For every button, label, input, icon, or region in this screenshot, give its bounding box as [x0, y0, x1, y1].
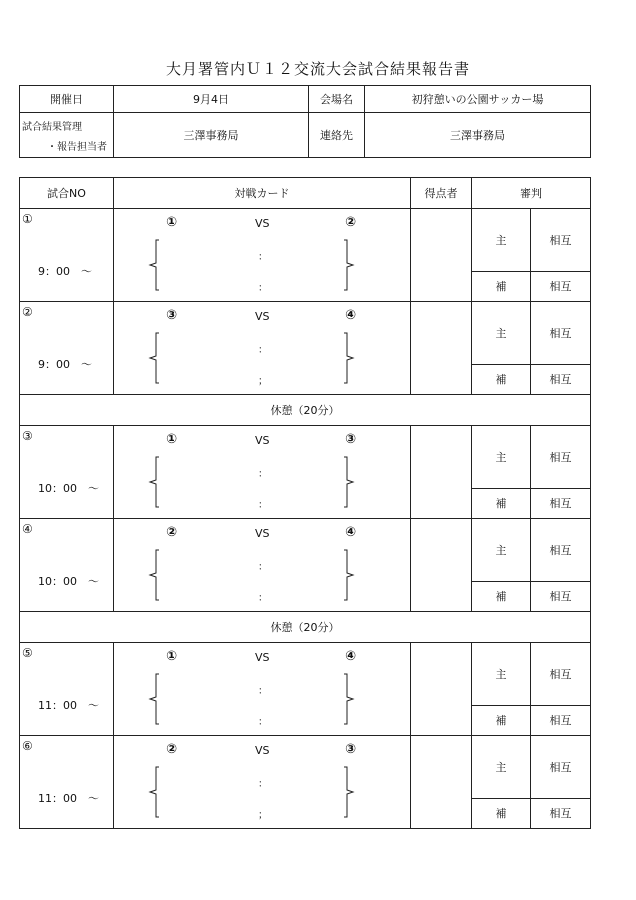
referee-main-value: 相互 [531, 519, 591, 582]
manager-label-line1: 試合結果管理 [22, 121, 82, 133]
away-team: ④ [345, 308, 357, 323]
match-no-cell [20, 736, 114, 829]
left-brace-icon [147, 766, 161, 818]
referee-assist-value: 相互 [531, 581, 591, 611]
match-row [20, 426, 591, 489]
scorer-cell[interactable] [411, 209, 472, 302]
match-time: 11：00 ～ [38, 699, 99, 712]
vs-label: VS [255, 527, 270, 540]
left-brace-icon [147, 549, 161, 601]
match-number: ④ [22, 522, 33, 536]
match-number: ① [22, 212, 33, 226]
score-first-half: ： [258, 686, 268, 697]
score-second-half: ； [258, 376, 268, 387]
contact-label: 連絡先 [309, 113, 365, 158]
away-team: ③ [345, 432, 357, 447]
match-no-cell [20, 519, 114, 612]
header-info-table [19, 85, 591, 158]
score-second-half: ： [258, 283, 268, 294]
vs-label: VS [255, 744, 270, 757]
page-title: 大月署管内Ｕ１２交流大会試合結果報告書 [165, 60, 470, 78]
match-row [20, 302, 591, 365]
referee-main-label: 主 [472, 643, 531, 706]
scorer-cell[interactable] [411, 426, 472, 519]
referee-main-label: 主 [472, 302, 531, 365]
match-number: ⑥ [22, 739, 33, 753]
right-brace-icon [342, 456, 356, 508]
venue-label: 会場名 [309, 86, 365, 113]
match-card-cell [114, 302, 411, 395]
left-brace-icon [147, 456, 161, 508]
match-card-cell [114, 643, 411, 736]
referee-assist-value: 相互 [531, 271, 591, 301]
right-brace-icon [342, 239, 356, 291]
home-team: ① [166, 649, 178, 664]
referee-assist-label: 補 [472, 271, 531, 301]
manager-value: 三澤事務局 [114, 113, 309, 158]
col-header-referee: 審判 [472, 178, 591, 209]
vs-label: VS [255, 434, 270, 447]
away-team: ④ [345, 525, 357, 540]
venue-value: 初狩憩いの公園サッカー場 [365, 86, 591, 113]
match-time: 10：00 ～ [38, 482, 99, 495]
away-team: ② [345, 215, 357, 230]
referee-main-value: 相互 [531, 643, 591, 706]
referee-main-value: 相互 [531, 736, 591, 799]
match-card-cell [114, 519, 411, 612]
match-time: 9：00 ～ [38, 358, 92, 371]
score-first-half: ： [258, 779, 268, 790]
score-first-half: ： [258, 252, 268, 263]
home-team: ③ [166, 308, 178, 323]
match-row [20, 519, 591, 582]
home-team: ① [166, 215, 178, 230]
match-row [20, 736, 591, 799]
home-team: ② [166, 525, 178, 540]
score-second-half: ； [258, 810, 268, 821]
referee-main-label: 主 [472, 736, 531, 799]
referee-main-value: 相互 [531, 209, 591, 272]
break-row: 休憩（20分） [20, 395, 591, 426]
right-brace-icon [342, 332, 356, 384]
match-table [19, 177, 591, 829]
left-brace-icon [147, 332, 161, 384]
date-value: 9月4日 [114, 86, 309, 113]
col-header-scorer: 得点者 [411, 178, 472, 209]
referee-assist-label: 補 [472, 581, 531, 611]
match-number: ⑤ [22, 646, 33, 660]
referee-main-label: 主 [472, 426, 531, 489]
vs-label: VS [255, 310, 270, 323]
referee-assist-label: 補 [472, 705, 531, 735]
score-second-half: ： [258, 593, 268, 604]
col-header-card: 対戦カード [114, 178, 411, 209]
referee-main-label: 主 [472, 519, 531, 582]
right-brace-icon [342, 673, 356, 725]
date-label: 開催日 [20, 86, 114, 113]
match-no-cell [20, 426, 114, 519]
match-no-cell [20, 302, 114, 395]
home-team: ② [166, 742, 178, 757]
match-no-cell [20, 209, 114, 302]
match-time: 11：00 ～ [38, 792, 99, 805]
vs-label: VS [255, 651, 270, 664]
match-card-cell [114, 426, 411, 519]
col-header-no: 試合NO [20, 178, 114, 209]
match-row [20, 209, 591, 272]
match-card-cell [114, 736, 411, 829]
away-team: ③ [345, 742, 357, 757]
referee-assist-label: 補 [472, 798, 531, 828]
vs-label: VS [255, 217, 270, 230]
referee-assist-label: 補 [472, 364, 531, 394]
score-first-half: ： [258, 469, 268, 480]
referee-assist-value: 相互 [531, 705, 591, 735]
referee-main-value: 相互 [531, 302, 591, 365]
left-brace-icon [147, 673, 161, 725]
manager-label [20, 113, 114, 158]
right-brace-icon [342, 549, 356, 601]
referee-main-label: 主 [472, 209, 531, 272]
match-time: 9：00 ～ [38, 265, 92, 278]
referee-assist-label: 補 [472, 488, 531, 518]
score-first-half: ： [258, 345, 268, 356]
left-brace-icon [147, 239, 161, 291]
scorer-cell[interactable] [411, 302, 472, 395]
match-body [20, 209, 591, 829]
referee-assist-value: 相互 [531, 364, 591, 394]
break-row: 休憩（20分） [20, 612, 591, 643]
scorer-cell[interactable] [411, 519, 472, 612]
home-team: ① [166, 432, 178, 447]
referee-main-value: 相互 [531, 426, 591, 489]
score-second-half: ： [258, 717, 268, 728]
referee-assist-value: 相互 [531, 798, 591, 828]
scorer-cell[interactable] [411, 736, 472, 829]
manager-label-line2: ・報告担当者 [47, 141, 107, 153]
match-time: 10：00 ～ [38, 575, 99, 588]
score-first-half: ： [258, 562, 268, 573]
scorer-cell[interactable] [411, 643, 472, 736]
contact-value: 三澤事務局 [365, 113, 591, 158]
match-no-cell [20, 643, 114, 736]
match-card-cell [114, 209, 411, 302]
score-second-half: ： [258, 500, 268, 511]
match-number: ③ [22, 429, 33, 443]
match-number: ② [22, 305, 33, 319]
referee-assist-value: 相互 [531, 488, 591, 518]
away-team: ④ [345, 649, 357, 664]
right-brace-icon [342, 766, 356, 818]
match-row [20, 643, 591, 706]
